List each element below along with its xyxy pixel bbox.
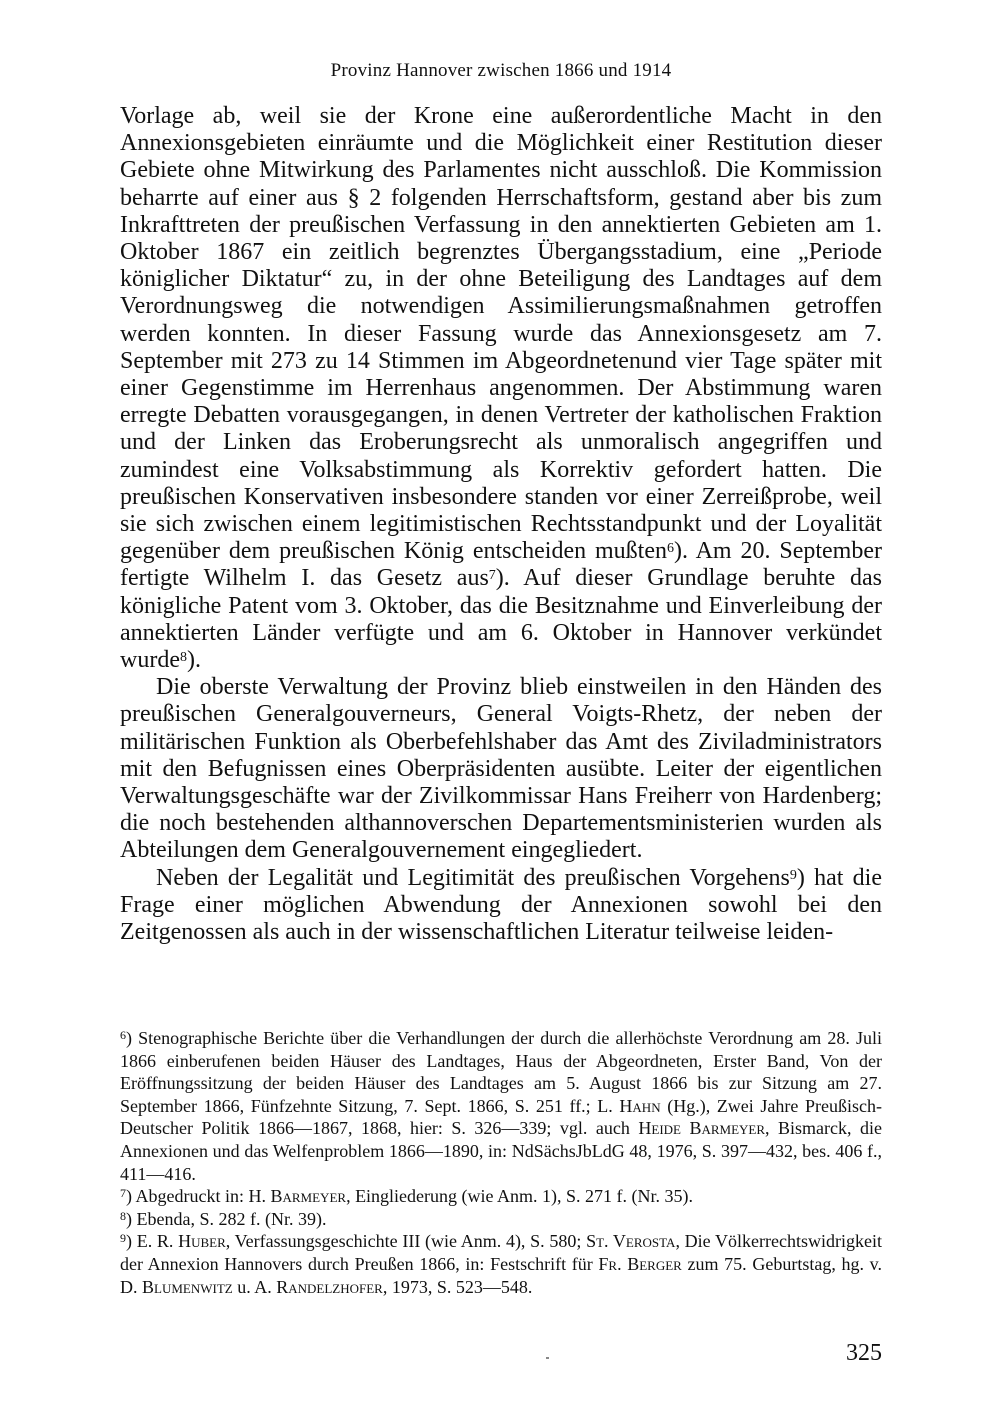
paragraph-1-text-b: ). Am 20. September fertigte Wilhelm I. das Gesetz aus	[120, 538, 882, 592]
paragraph-3-text-a: Neben der Legalität und Legitimität des preußischen Vorgehens	[156, 864, 790, 891]
main-text	[120, 103, 882, 946]
author-name: Blumenwitz	[142, 1276, 233, 1297]
footnote-9-text-5: u. A.	[232, 1276, 277, 1297]
footnote-ref-7[interactable]: 7	[488, 568, 496, 584]
footnote-9-text-4: zum 75. Geburtstag, hg. v. D.	[120, 1253, 882, 1297]
footnote-8	[120, 1208, 882, 1231]
paragraph-3-text-b: ) hat die Frage einer möglichen Abwendung der Annexionen sowohl bei den Zeitgenossen als auch in der wissenschaftlichen Literatur teilweise leiden-	[120, 864, 882, 946]
footnote-ref-9[interactable]: 9	[789, 867, 797, 883]
paragraph-3	[120, 865, 882, 947]
paragraph-2: Die oberste Verwaltung der Provinz blieb einstweilen in den Händen des preußischen Generalgouverneurs, General Voigts-Rhetz, der neben der militärischen Funktion als Oberbefehlshaber das Amt des Ziviladministrators mit den Befugnissen eines Oberpräsidenten ausübte. Leiter der eigentlichen Verwaltungsgeschäfte war der Zivilkommissar Hans Freiherr von Hardenberg; die noch bestehenden althannoverschen Departementsministerien wurden als Abteilungen dem Generalgouvernement eingegliedert.	[120, 674, 882, 864]
footnote-6-text-1: ) Stenographische Berichte über die Verhandlungen der durch die allerhöchste Verordnung am 28. Juli 1866 einberufenen beiden Häuser des Landtages, Haus der Abgeordneten, Erster Band, Von der Eröffnungssitzung der beiden Häuser des Landtages am 5. August 1866 bis zur Sitzung am 27. September 1866, Fünfzehnte Sitzung, 7. Sept. 1866, S. 251 ff.; L.	[120, 1028, 882, 1116]
footnote-9-text-3: , Die Völkerrechtswidrigkeit der Annexion Hannovers durch Preußen 1866, in: Festschrift für	[120, 1231, 882, 1274]
author-name: Fr. Berger	[598, 1253, 682, 1274]
footnote-9-text-2: , Verfassungsgeschichte III (wie Anm. 4), S. 580;	[225, 1231, 587, 1252]
paragraph-1-text-d: ).	[186, 647, 201, 674]
footnote-8-mark: 8	[120, 1208, 126, 1223]
running-header: Provinz Hannover zwischen 1866 und 1914	[330, 60, 672, 81]
footnote-7	[120, 1185, 882, 1208]
author-name: St. Verosta	[586, 1231, 676, 1252]
page-number: 325	[846, 1340, 882, 1366]
footnote-ref-6[interactable]: 6	[667, 541, 674, 557]
footnote-7-mark: 7	[120, 1186, 126, 1201]
author-name: Barmeyer	[270, 1186, 347, 1207]
footnotes	[120, 1027, 882, 1298]
author-name: Hahn	[619, 1095, 661, 1116]
footnote-9-text-6: , 1973, S. 523—548.	[382, 1276, 533, 1297]
footnote-7-text-2: , Eingliederung (wie Anm. 1), S. 271 f. (Nr. 35).	[346, 1186, 694, 1207]
author-name: Randelzhofer	[276, 1276, 383, 1297]
footnote-7-text-1: ) Abgedruckt in: H.	[126, 1186, 271, 1207]
author-name: Heide Barmeyer	[638, 1118, 766, 1139]
footnote-8-text-1: ) Ebenda, S. 282 f. (Nr. 39).	[126, 1208, 327, 1229]
paragraph-1-text-c: ). Auf dieser Grundlage beruhte das königliche Patent vom 3. Oktober, das die Besitznahme und Einverleibung der annektierten Länder verfügte und am 6. Oktober in Hannover verkündet wurde	[120, 565, 882, 674]
footnote-6	[120, 1027, 882, 1185]
footnote-9-mark: 9	[120, 1231, 126, 1246]
paragraph-1-text-a: Vorlage ab, weil sie der Krone eine außerordentliche Macht in den Annexionsgebieten einräumte und die Möglichkeit einer Restitution dieser Gebiete ohne Mitwirkung des Parlamentes nicht ausschloß. Die Kommission beharrte auf einer aus § 2 folgenden Herrschaftsform, gestand aber bis zum Inkrafttreten der preußischen Verfassung in den annektierten Gebieten am 1. Oktober 1867 ein zeitlich begrenztes Übergangsstadium, eine „Periode königlicher Diktatur“ zu, in der ohne Beteiligung des Landtages auf dem Verordnungsweg die notwendigen Assimilierungsmaßnahmen getroffen werden konnten. In dieser Fassung wurde das Annexionsgesetz am 7. September mit 273 zu 14 Stimmen im Abgeordnetenund vier Tage später mit einer Gegenstimme im Herrenhaus angenommen. Der Abstimmung waren erregte Debatten vorausgegangen, in denen Vertreter der katholischen Fraktion und der Linken das Eroberungsrecht als unmoralisch angegriffen und zumindest eine Volksabstimmung als Korrektiv gefordert hatten. Die preußischen Konservativen insbesondere standen vor einer Zerreißprobe, weil sie sich zwischen einem legitimistischen Rechtsstandpunkt und der Loyalität gegenüber dem preußischen König entscheiden mußten	[120, 103, 882, 565]
footnote-9-text-1: ) E. R.	[126, 1231, 179, 1252]
author-name: Huber	[178, 1231, 226, 1252]
scan-speck	[546, 1357, 549, 1359]
footnote-6-text-3: , Bismarck, die Annexionen und das Welfenproblem 1866—1890, in: NdSächsJbLdG 48, 1976, S. 397—432, bes. 406 f., 411—416.	[120, 1118, 882, 1184]
footnote-9	[120, 1230, 882, 1298]
footnote-ref-8[interactable]: 8	[179, 650, 187, 666]
paragraph-1	[120, 103, 882, 674]
footnote-6-text-2: (Hg.), Zwei Jahre Preußisch-Deutscher Politik 1866—1867, 1868, hier: S. 326—339; vgl. auch	[120, 1095, 882, 1139]
footnote-6-mark: 6	[120, 1028, 126, 1042]
document-page	[120, 0, 882, 1419]
